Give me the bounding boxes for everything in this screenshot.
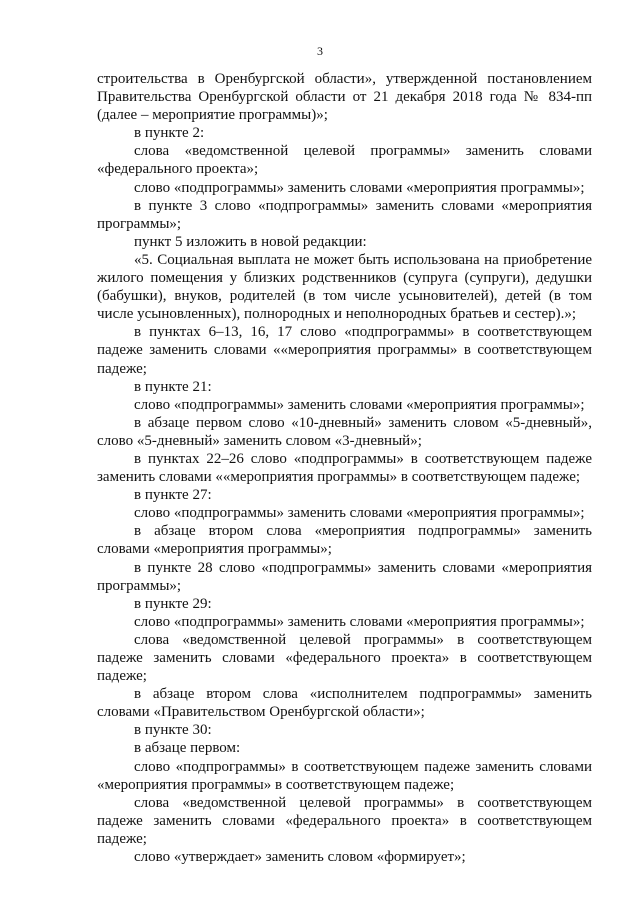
paragraph: в пункте 29: — [134, 595, 212, 612]
document-body — [97, 70, 592, 866]
paragraph: слова «ведомственной целевой программы» в соответствующем падеже заменить словами «федерального проекта» в соответствующем падеже; — [97, 631, 592, 685]
paragraph: строительства в Оренбургской области», утвержденной постановлением Правительства Оренбургской области от 21 декабря 2018 года № 834-пп (далее – мероприятие программы)»; — [97, 71, 592, 124]
paragraph: в абзаце втором слова «исполнителем подпрограммы» заменить словами «Правительством Оренбургской области»; — [97, 686, 592, 721]
paragraph: в пункте 2: — [134, 125, 205, 142]
paragraph: слово «подпрограммы» заменить словами «мероприятия программы»; — [134, 505, 585, 522]
page-number: 3 — [317, 44, 323, 58]
paragraph: в абзаце первом слово «10-дневный» заменить словом «5-дневный», слово «5-дневный» заменить словом «3-дневный»; — [97, 414, 592, 449]
paragraph: в пункте 30: — [134, 722, 212, 739]
paragraph: слово «утверждает» заменить словом «формирует»; — [134, 849, 466, 866]
paragraph: в абзаце первом: — [134, 740, 241, 757]
paragraph: в абзаце втором слова «мероприятия подпрограммы» заменить словами «мероприятия программы»; — [97, 523, 592, 558]
paragraph: пункт 5 изложить в новой редакции: — [134, 233, 367, 250]
paragraph: слово «подпрограммы» заменить словами «мероприятия программы»; — [134, 179, 585, 196]
paragraph: «5. Социальная выплата не может быть использована на приобретение жилого помещения у близких родственников (супруга (супруги), дедушки (бабушки), внуков, родителей (в том числе усыновителей), детей (в том числе усыновленных), полнородных и неполнородных братьев и сестер).»; — [97, 251, 592, 323]
paragraph: в пункте 27: — [134, 487, 212, 504]
paragraph: в пункте 3 слово «подпрограммы» заменить словами «мероприятия программы»; — [97, 197, 592, 232]
paragraph: слово «подпрограммы» заменить словами «мероприятия программы»; — [134, 396, 585, 413]
paragraph: слово «подпрограммы» заменить словами «мероприятия программы»; — [134, 613, 585, 630]
paragraph: в пункте 21: — [134, 378, 212, 395]
paragraph: в пункте 28 слово «подпрограммы» заменить словами «мероприятия программы»; — [97, 559, 592, 594]
paragraph: слова «ведомственной целевой программы» в соответствующем падеже заменить словами «федерального проекта» в соответствующем падеже; — [97, 794, 592, 847]
paragraph: слово «подпрограммы» в соответствующем падеже заменить словами «мероприятия программы» в соответствующем падеже; — [97, 758, 592, 793]
paragraph: в пунктах 22–26 слово «подпрограммы» в соответствующем падеже заменить словами ««мероприятия программы» в соответствующем падеже; — [97, 450, 592, 486]
paragraph: слова «ведомственной целевой программы» заменить словами «федерального проекта»; — [97, 143, 592, 178]
paragraph: в пунктах 6–13, 16, 17 слово «подпрограммы» в соответствующем падеже заменить словами ««мероприятия программы» в соответствующем падеже; — [97, 324, 592, 377]
